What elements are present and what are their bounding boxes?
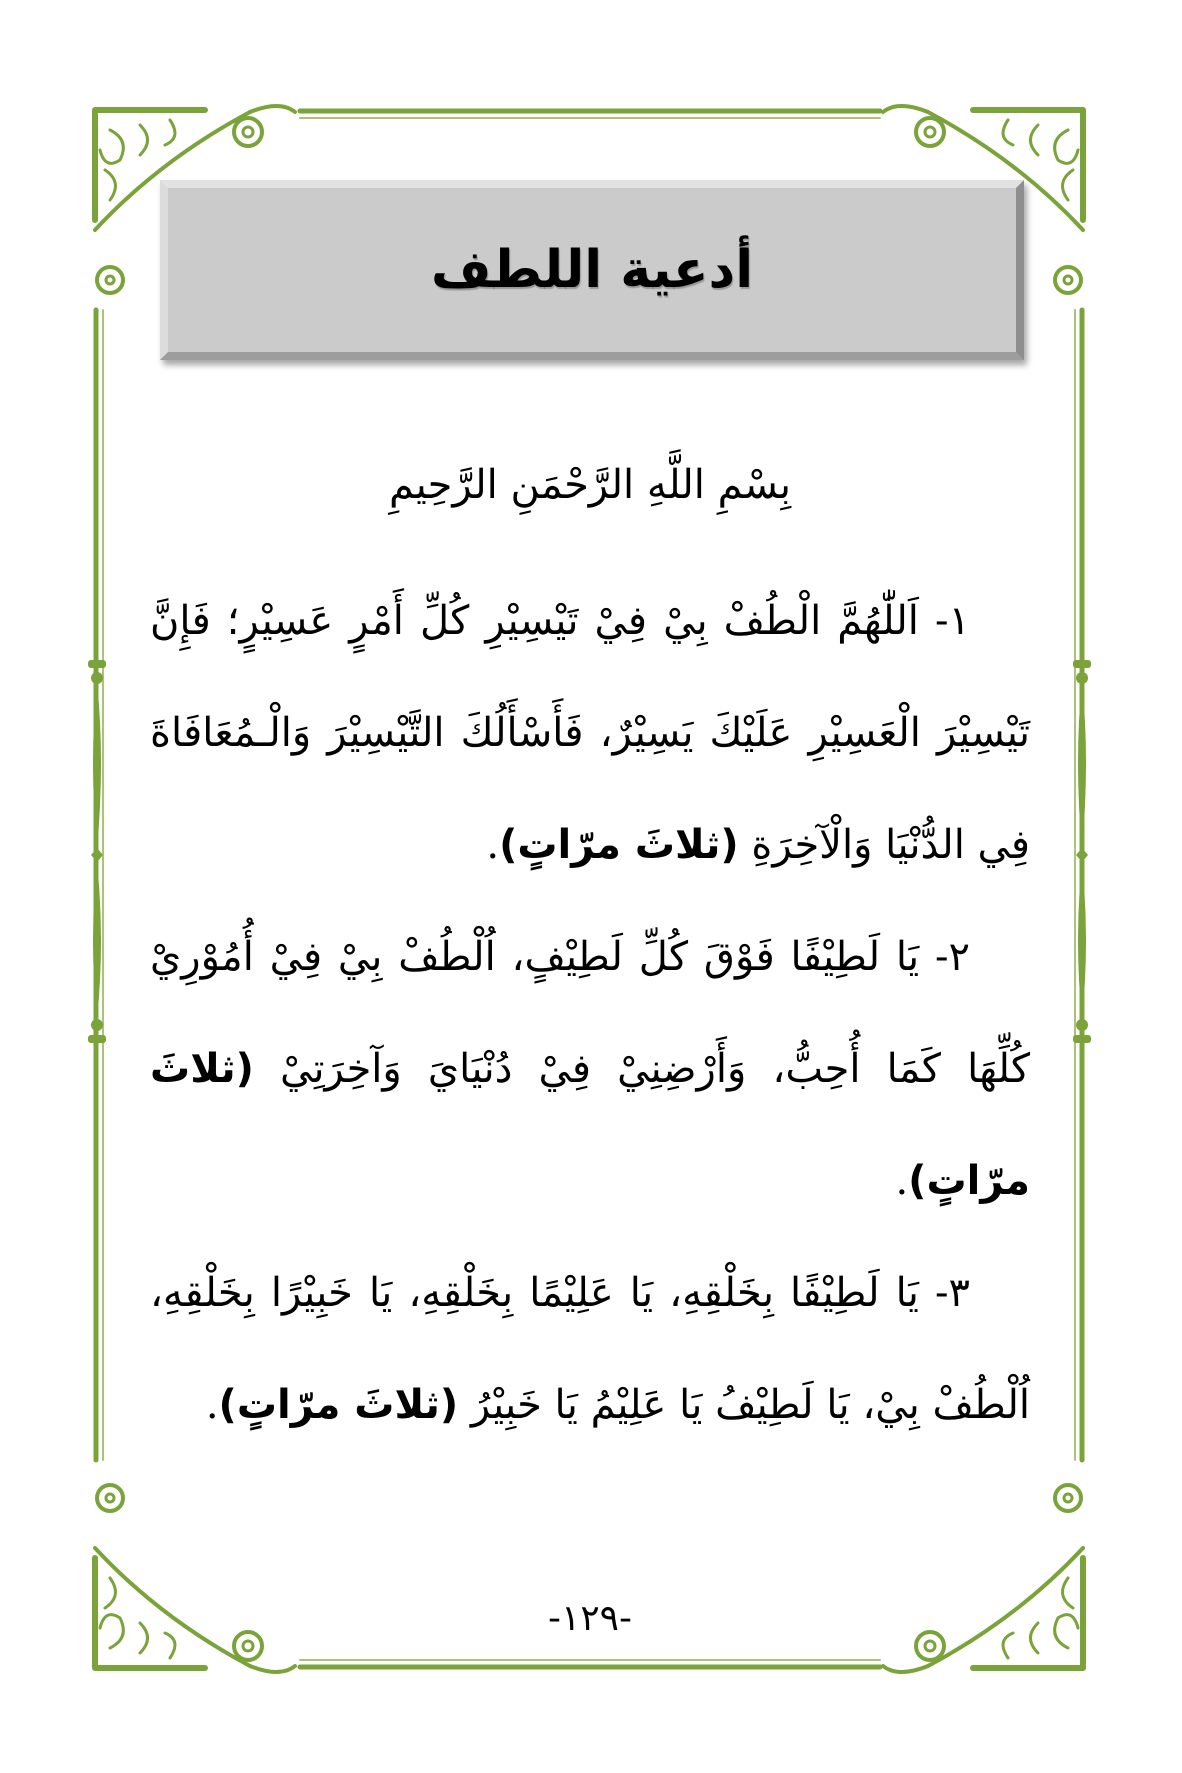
repeat-note: (ثلاثَ مرّاتٍ) [499,822,739,868]
repeat-note: (ثلاثَ مرّاتٍ) [218,1382,459,1428]
sentence-end: . [895,1158,909,1204]
supplication-text: ٣- يَا لَطِيْفًا بِخَلْقِهِ، يَا عَلِيْمًا بِخَلْقِهِ، يَا خَبِيْرًا بِخَلْقِهِ، اُلْطُفْ بِيْ، يَا لَطِيْفُ يَا عَلِيْمُ يَا خَبِيْرُ [150,1270,1030,1428]
repeat-note: (ثلاثَ مرّاتٍ) [150,1046,1030,1204]
spindle-right [1073,660,1091,1043]
supplication-text: ١- اَللّٰهُمَّ الْطُفْ بِيْ فِيْ تَيْسِيْرِ كُلِّ أَمْرٍ عَسِيْرٍ؛ فَإِنَّ تَيْسِيْرَ الْعَسِيْرِ عَلَيْكَ يَسِيْرٌ، فَأَسْأَلُكَ التَّيْسِيْرَ وَالْـمُعَافَاةَ فِي الدُّنْيَا وَالْآخِرَةِ [150,598,1030,868]
supplication-2 [150,901,1030,1237]
corner-ornament-bottom-right [883,1485,1083,1672]
supplication-3 [150,1237,1030,1461]
spindle-left [88,660,106,1043]
supplication-1 [150,565,1030,901]
chapter-title: أدعية اللطف [430,240,754,300]
sentence-end: . [486,822,500,868]
page-number: -١٢٩- [547,1598,632,1639]
supplications-body [150,565,1030,1461]
supplication-text: ٢- يَا لَطِيْفًا فَوْقَ كُلِّ لَطِيْفٍ، اُلْطُفْ بِيْ فِيْ أُمُوْرِيْ كُلِّهَا كَمَا أُحِبُّ، وَأَرْضِنِيْ فِيْ دُنْيَايَ وَآخِرَتِيْ [150,934,1031,1092]
basmala: بِسْمِ اللَّهِ الرَّحْمَنِ الرَّحِيمِ [388,462,792,508]
corner-ornament-bottom-left [95,1485,295,1672]
sentence-end: . [205,1382,219,1428]
chapter-title-box [160,180,1024,360]
